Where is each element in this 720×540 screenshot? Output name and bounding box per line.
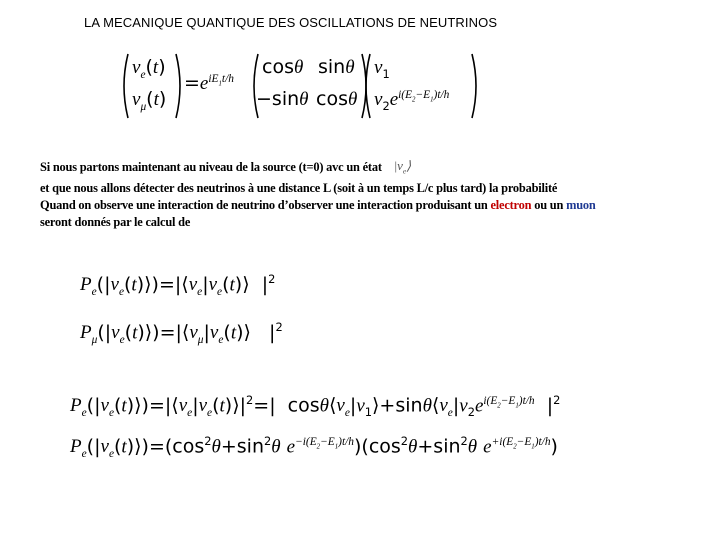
paragraph-line-3 xyxy=(40,197,716,214)
paragraph-line-1 xyxy=(40,157,716,180)
mixing-matrix-equation: $\nu_e(t)$ $\nu_\mu(t)$ $=e^{iE_1t/h}$ cosθ sinθ −sinθ cosθ $\nu_1$ $\nu_2e^{i(E_2-E_1)t/h}$ xyxy=(118,50,482,122)
paragraph-line-4: seront donnés par le calcul de xyxy=(40,214,191,229)
explanation-paragraph xyxy=(40,157,716,231)
electron-word: electron xyxy=(490,197,532,212)
paragraph-line-2: et que nous allons détecter des neutrinos à une distance L (soit à un temps L/c plus tard) la probabilité xyxy=(40,180,558,195)
probability-muon-equation: $P_\mu(|\nu_e(t)⟩)=|⟨\nu_\mu|\nu_e(t)⟩$ $|^2$ xyxy=(80,320,283,347)
paragraph-line-3-mid: ou un xyxy=(531,197,567,212)
paragraph-line-3-text: Quand on observe une interaction de neutrino d’observer une interaction produisant un xyxy=(40,197,491,212)
nu-e-ket-symbol: $|\nu_e⟩$ xyxy=(393,158,411,176)
muon-word: muon xyxy=(566,197,596,212)
expanded-probability-equation: $P_e(|\nu_e(t)⟩)=|⟨\nu_e|\nu_e(t)⟩|^2=|$ $\cos\theta⟨\nu_e|\nu_1⟩+\sin\theta⟨\nu_e|\nu_2e^{i(E_2-E_1)t/h}$ $|^2$ xyxy=(70,393,561,420)
page-title: LA MECANIQUE QUANTIQUE DES OSCILLATIONS DE NEUTRINOS xyxy=(84,15,498,30)
paragraph-line-1-text: Si nous partons maintenant au niveau de la source (t=0) avc un état xyxy=(40,160,382,175)
final-probability-equation: $P_e(|\nu_e(t)⟩)=(\cos^2\theta+\sin^2\theta$ $e^{-i(E_2-E_1)t/h})(\cos^2\theta+\sin^2\theta$ $e^{+i(E_2-E_1)t/h}$) xyxy=(70,434,558,461)
probability-electron-equation: $P_e(|\nu_e(t)⟩)=|⟨\nu_e|\nu_e(t)⟩$ $|^2$ xyxy=(80,272,276,299)
